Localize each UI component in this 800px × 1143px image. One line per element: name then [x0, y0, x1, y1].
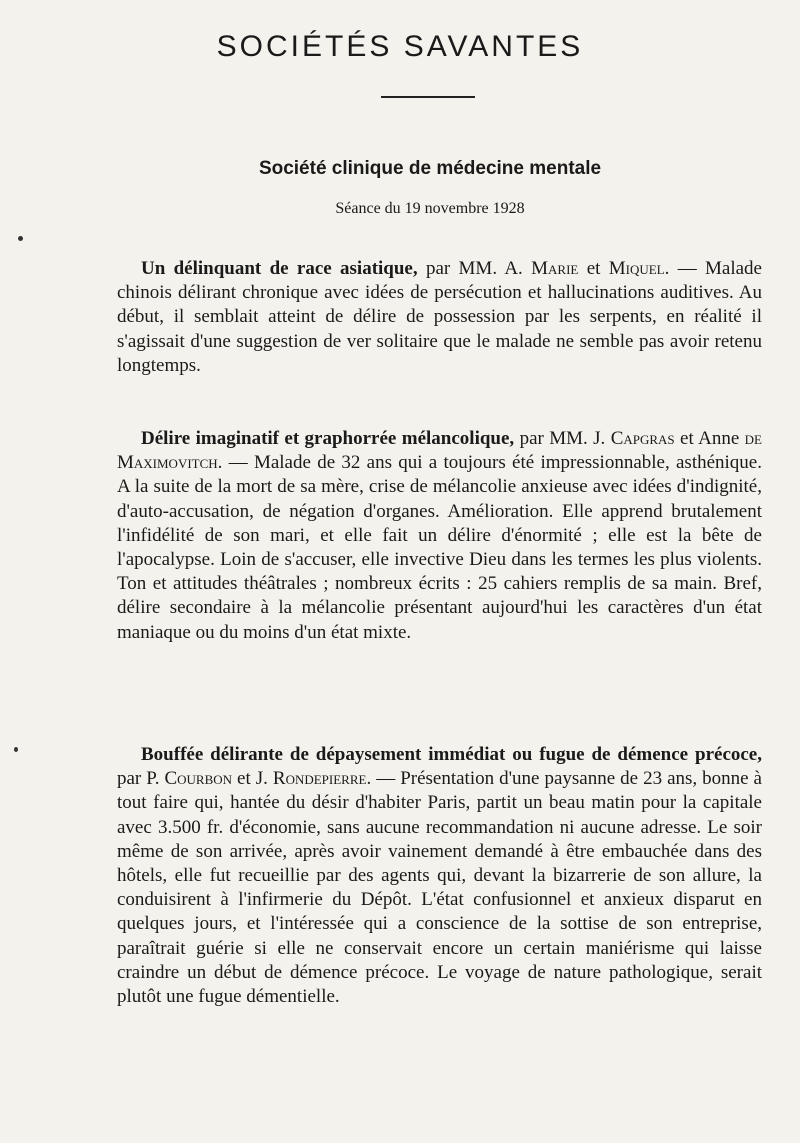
article-3-authors-mid: et J. [232, 768, 273, 790]
article-3-authors-prefix: par P. [117, 768, 165, 790]
header-rule [381, 96, 475, 98]
article-1-author-2: Miquel [608, 258, 665, 279]
article-3-author-1: Courbon [164, 768, 233, 790]
ink-speck [14, 747, 18, 752]
article-1-authors-suffix: . [664, 258, 670, 279]
article-3-author-2: Rondepierre [272, 768, 367, 790]
article-3 [117, 743, 762, 1009]
article-1-authors-prefix: par MM. A. [417, 258, 532, 279]
section-title: SOCIÉTÉS SAVANTES [216, 30, 584, 63]
ink-speck [18, 236, 23, 241]
article-2-author-2: de Maximovitch [117, 428, 762, 474]
article-1-authors-mid: et [578, 258, 609, 279]
article-2-authors-suffix: . [217, 452, 223, 474]
article-1-author-1: Marie [531, 258, 579, 279]
article-2-author-1: Capgras [610, 428, 675, 449]
society-name: Société clinique de médecine mentale [258, 158, 602, 179]
seance-date: Séance du 19 novembre 1928 [335, 200, 525, 217]
article-3-title: Bouffée délirante de dépaysement immédiat ou fugue de démence précoce, [141, 744, 762, 765]
article-2-title: Délire imaginatif et graphorrée mélancolique, [141, 428, 515, 449]
article-3-body: — Présentation d'une paysanne de 23 ans, bonne à tout faire qui, hantée du désir d'habiter Paris, partit un beau matin pour la capitale avec 3.500 fr. d'économie, sans aucune recommandation ni aucune adresse. Le soir même de son arrivée, après avoir vainement demandé à être embauchée dans des hôtels, elle fut recueillie par des agents qui, devant la bizarrerie de son allure, la conduisirent à l'infirmerie du Dépôt. L'état confusionnel et anxieux disparut en quelques jours, et l'intéressée qui a conscience de la sottise de son entreprise, paraîtrait guérie si elle ne conservait encore un certain maniérisme qui laisse craindre un début de démence précoce. Le voyage de nature pathologique, serait plutôt une fugue démentielle. [117, 768, 762, 1008]
article-1-body: — Malade chinois délirant chronique avec idées de persécution et hallucinations auditives. Au début, il semblait atteint de délire de possession par les serpents, en réalité il s'agissait d'une suggestion de ver solitaire que le malade ne semble pas avoir retenu longtemps. [117, 258, 762, 376]
article-2-authors-prefix: par MM. J. [514, 428, 611, 449]
article-1-title: Un délinquant de race asiatique, [141, 258, 418, 279]
article-2-body: — Malade de 32 ans qui a toujours été impressionnable, asthénique. A la suite de la mort de sa mère, crise de mélancolie anxieuse avec idées d'indignité, d'auto-accusation, de négation d'organes. Amélioration. Elle apprend brutalement l'infidélité de son mari, et elle fait un délire d'énormité ; elle est la bête de l'apocalypse. Loin de s'accuser, elle invective Dieu dans les termes les plus violents. Ton et attitudes théâtrales ; nombreux écrits : 25 cahiers remplis de sa main. Bref, délire secondaire à la mélancolie présentant aujourd'hui les caractères d'un état maniaque ou du moins d'un état mixte. [117, 452, 762, 643]
article-3-authors-suffix: . [366, 768, 372, 790]
article-2-authors-mid: et Anne [674, 428, 745, 449]
article-1 [117, 257, 762, 378]
article-2 [117, 427, 762, 645]
